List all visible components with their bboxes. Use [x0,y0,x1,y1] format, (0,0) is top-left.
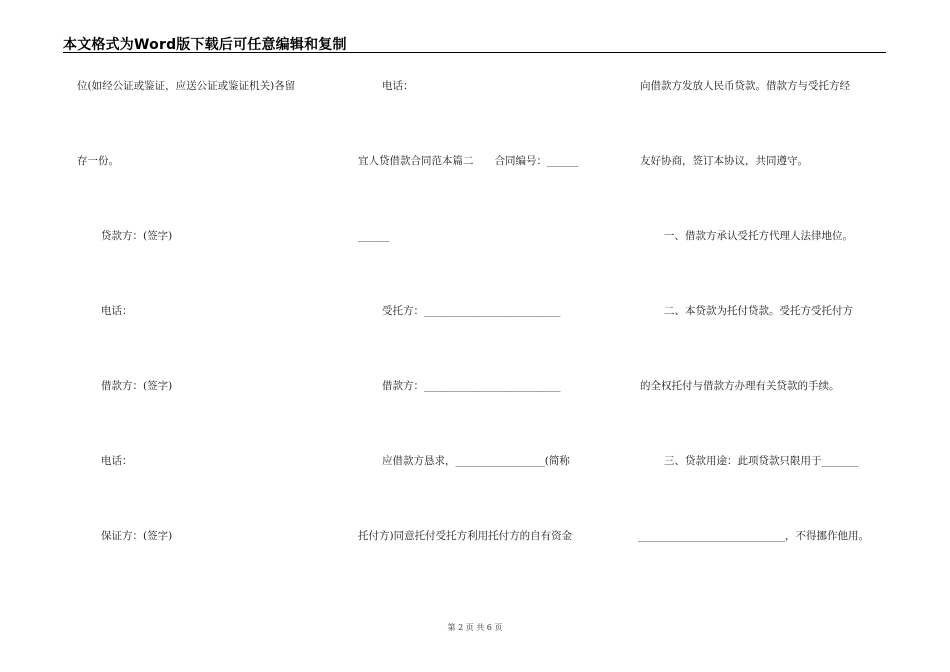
middle-line-6: 应借款方恳求，_________________(简称 [382,455,570,467]
middle-line-2: 宜人贷借款合同范本篇二 合同编号：______ [358,155,579,167]
left-line-2: 存一份。 [77,155,119,167]
left-line-7: 保证方：(签字) [101,530,173,542]
middle-line-1: 电话： [382,80,414,92]
middle-line-7: 托付方)同意托付受托方利用托付方的自有资金 [358,530,573,542]
middle-line-4: 受托方：__________________________ [382,305,561,317]
right-line-7: ____________________________，不得挪作他用。 [638,530,869,542]
right-line-4: 二、本贷款为托付贷款。受托方受托付方 [664,305,853,317]
right-line-2: 友好协商，签订本协议，共同遵守。 [640,155,808,167]
middle-line-3: ______ [358,230,390,242]
left-line-3: 贷款方：(签字) [101,230,173,242]
left-line-6: 电话： [101,455,133,467]
right-line-1: 向借款方发放人民币贷款。借款方与受托方经 [640,80,850,92]
left-line-1: 位(如经公证或鉴证，应送公证或鉴证机关)各留 [77,80,296,92]
page-number: 第 2 页 共 6 页 [447,623,503,632]
right-line-3: 一、借款方承认受托方代理人法律地位。 [664,230,853,242]
left-line-5: 借款方：(签字) [101,380,173,392]
document-header: 本文格式为Word版下载后可任意编辑和复制 [63,37,347,53]
middle-line-5: 借款方：__________________________ [382,380,561,392]
left-line-4: 电话： [101,305,133,317]
right-line-6: 三、贷款用途：此项贷款只限用于_______ [664,455,859,467]
right-line-5: 的全权托付与借款方办理有关贷款的手续。 [640,380,840,392]
header-rule [63,52,886,53]
